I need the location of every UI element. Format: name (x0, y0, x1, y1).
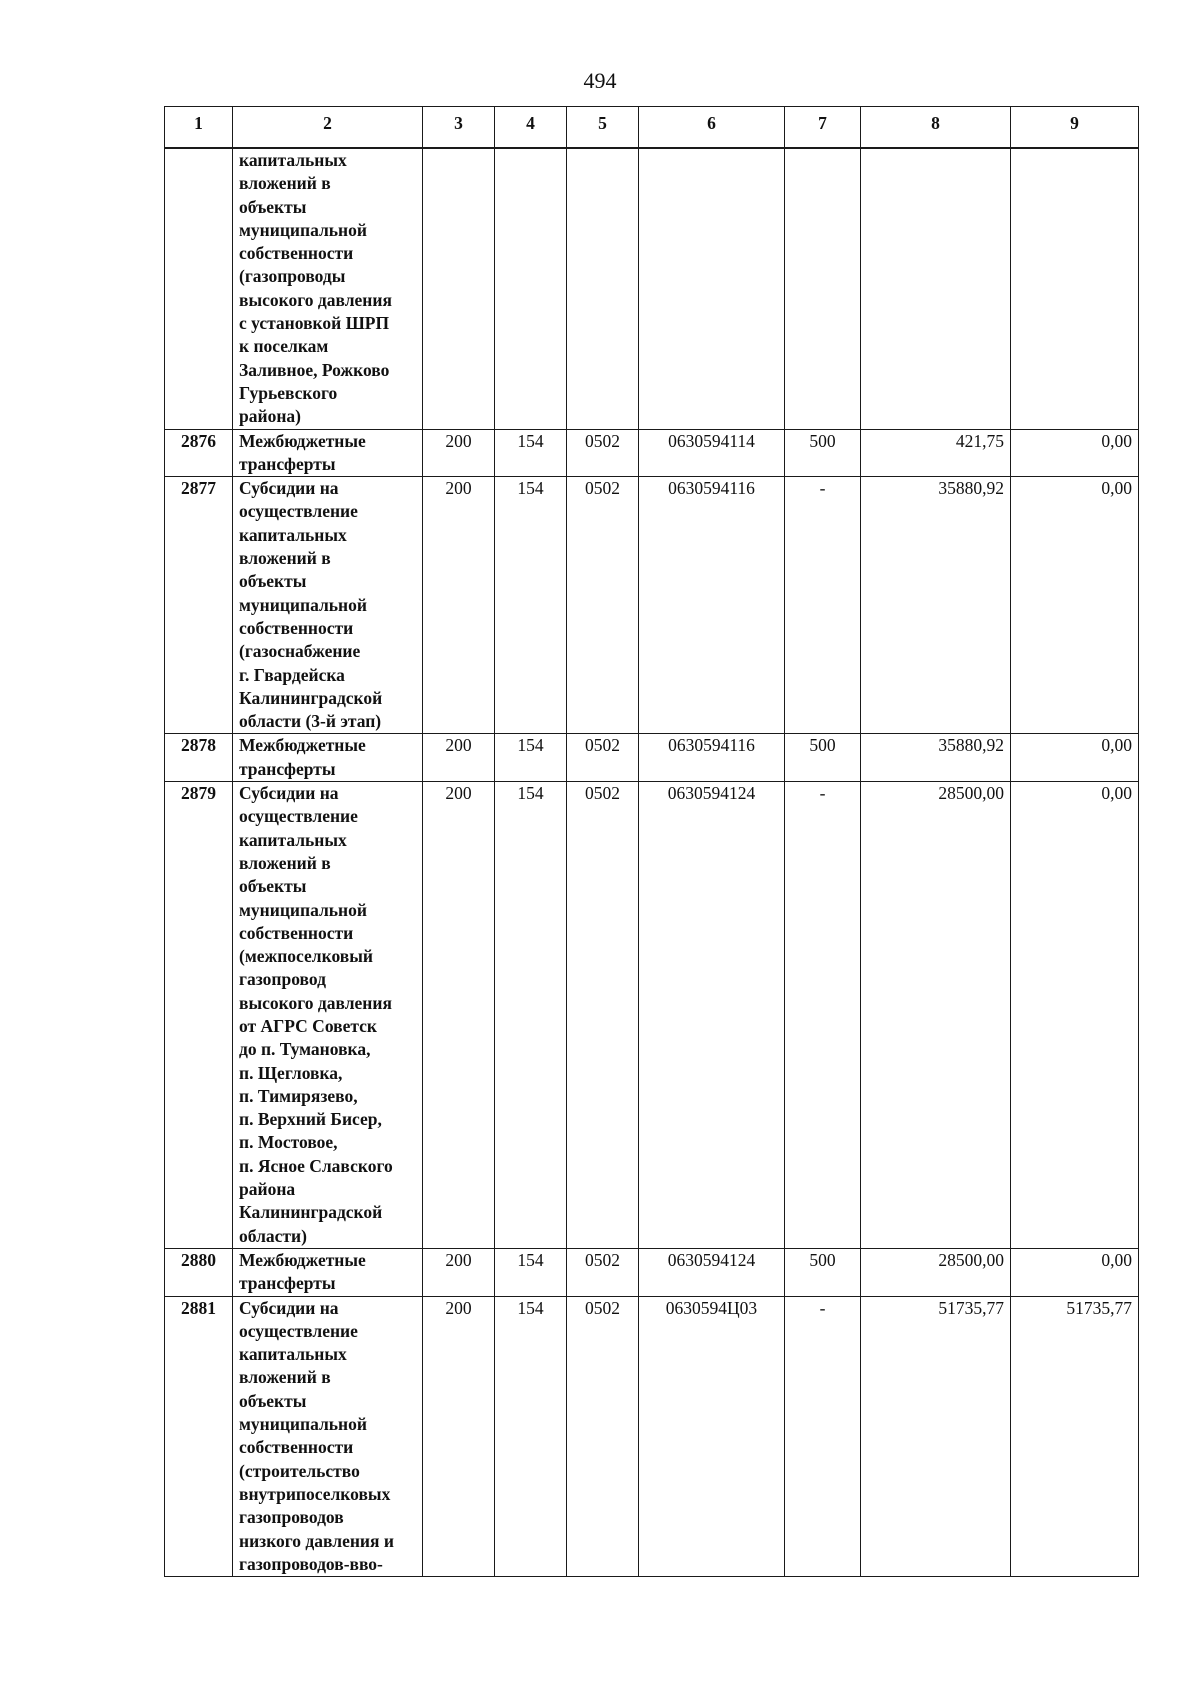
item-name-line: капитальных (239, 524, 347, 545)
item-name-line: Субсидии на (239, 783, 339, 804)
cell-admin-code: 200 (423, 1296, 495, 1577)
cell-target-code: 0630594124 (639, 1248, 785, 1296)
item-name-line: п. Тимирязево, (239, 1085, 358, 1106)
column-header: 8 (861, 107, 1011, 149)
item-name-line: муниципальной (239, 219, 367, 240)
item-name-line: вложений в (239, 1367, 331, 1388)
item-name-line: объекты (239, 571, 307, 592)
cell-expense-type: 500 (785, 429, 861, 477)
cell-item-name (233, 429, 423, 477)
cell-chapter-code: 154 (495, 734, 567, 782)
item-name-line: собственности (239, 617, 354, 638)
column-header: 4 (495, 107, 567, 149)
item-name-line: г. Гвардейска (239, 664, 345, 685)
cell-chapter-code: 154 (495, 782, 567, 1249)
item-name-line: Заливное, Рожково (239, 359, 390, 380)
column-header: 1 (165, 107, 233, 149)
cell-row-number: 2877 (165, 477, 233, 734)
cell-amount-col9: 0,00 (1011, 429, 1139, 477)
cell-amount-col9 (1011, 148, 1139, 429)
cell-section-code: 0502 (567, 734, 639, 782)
cell-amount-col8: 35880,92 (861, 477, 1011, 734)
cell-amount-col9: 0,00 (1011, 782, 1139, 1249)
cell-admin-code: 200 (423, 429, 495, 477)
table-row (165, 782, 1139, 1249)
cell-amount-col9: 0,00 (1011, 734, 1139, 782)
cell-expense-type: - (785, 477, 861, 734)
cell-target-code: 0630594124 (639, 782, 785, 1249)
item-name-line: Калининградской (239, 687, 383, 708)
cell-admin-code: 200 (423, 782, 495, 1249)
item-name-line: Гурьевского (239, 382, 338, 403)
item-name-line: трансферты (239, 1273, 336, 1294)
cell-expense-type: 500 (785, 1248, 861, 1296)
cell-amount-col9: 51735,77 (1011, 1296, 1139, 1577)
table-body (165, 148, 1139, 1577)
item-name-line: осуществление (239, 806, 358, 827)
item-name-line: вложений в (239, 548, 331, 569)
item-name-line: муниципальной (239, 594, 367, 615)
cell-chapter-code (495, 148, 567, 429)
page-number: 494 (583, 68, 617, 93)
item-name-line: высокого давления (239, 992, 392, 1013)
cell-row-number: 2878 (165, 734, 233, 782)
table-row (165, 148, 1139, 429)
cell-row-number: 2881 (165, 1296, 233, 1577)
item-name-line: района) (239, 406, 301, 427)
item-name-line: Субсидии на (239, 478, 339, 499)
item-name-line: объекты (239, 876, 307, 897)
cell-target-code (639, 148, 785, 429)
item-name-line: (газопроводы (239, 266, 346, 287)
item-name-line: (газоснабжение (239, 641, 361, 662)
cell-amount-col8: 51735,77 (861, 1296, 1011, 1577)
item-name-line: до п. Тумановка, (239, 1039, 371, 1060)
cell-section-code: 0502 (567, 1248, 639, 1296)
item-name-line: собственности (239, 1437, 354, 1458)
cell-admin-code: 200 (423, 734, 495, 782)
table-row (165, 1248, 1139, 1296)
item-name-line: Межбюджетные (239, 735, 366, 756)
cell-target-code: 0630594Ц03 (639, 1296, 785, 1577)
item-name-line: области (3-й этап) (239, 711, 382, 732)
cell-section-code: 0502 (567, 477, 639, 734)
cell-section-code: 0502 (567, 429, 639, 477)
cell-amount-col9: 0,00 (1011, 477, 1139, 734)
item-name-line: Субсидии на (239, 1297, 339, 1318)
item-name-line: объекты (239, 196, 307, 217)
cell-chapter-code: 154 (495, 477, 567, 734)
item-name-line: внутрипоселковых (239, 1483, 391, 1504)
column-header: 7 (785, 107, 861, 149)
cell-section-code (567, 148, 639, 429)
table-row (165, 477, 1139, 734)
column-header: 3 (423, 107, 495, 149)
item-name-line: к поселкам (239, 336, 329, 357)
cell-admin-code: 200 (423, 477, 495, 734)
item-name-line: вложений в (239, 852, 331, 873)
item-name-line: п. Мостовое, (239, 1132, 338, 1153)
cell-item-name (233, 1296, 423, 1577)
item-name-line: муниципальной (239, 1414, 367, 1435)
table-row (165, 734, 1139, 782)
cell-item-name (233, 782, 423, 1249)
item-name-line: собственности (239, 922, 354, 943)
item-name-line: п. Ясное Славского (239, 1155, 393, 1176)
item-name-line: (межпоселковый (239, 946, 373, 967)
cell-row-number: 2876 (165, 429, 233, 477)
item-name-line: трансферты (239, 453, 336, 474)
cell-amount-col8: 35880,92 (861, 734, 1011, 782)
column-header: 5 (567, 107, 639, 149)
item-name-line: газопроводов-вво- (239, 1553, 383, 1574)
item-name-line: Межбюджетные (239, 1249, 366, 1270)
column-header: 9 (1011, 107, 1139, 149)
cell-item-name (233, 148, 423, 429)
column-header: 2 (233, 107, 423, 149)
item-name-line: Калининградской (239, 1202, 383, 1223)
budget-table (164, 106, 1139, 1577)
item-name-line: капитальных (239, 150, 347, 170)
cell-row-number (165, 148, 233, 429)
table-row (165, 1296, 1139, 1577)
cell-target-code: 0630594116 (639, 477, 785, 734)
item-name-line: осуществление (239, 501, 358, 522)
item-name-line: (строительство (239, 1460, 360, 1481)
cell-expense-type: - (785, 1296, 861, 1577)
cell-target-code: 0630594114 (639, 429, 785, 477)
item-name-line: собственности (239, 243, 354, 264)
item-name-line: п. Щегловка, (239, 1062, 343, 1083)
cell-chapter-code: 154 (495, 1296, 567, 1577)
cell-target-code: 0630594116 (639, 734, 785, 782)
cell-admin-code: 200 (423, 1248, 495, 1296)
item-name-line: газопровод (239, 969, 326, 990)
cell-amount-col9: 0,00 (1011, 1248, 1139, 1296)
item-name-line: п. Верхний Бисер, (239, 1109, 382, 1130)
column-header: 6 (639, 107, 785, 149)
cell-expense-type: 500 (785, 734, 861, 782)
cell-admin-code (423, 148, 495, 429)
cell-section-code: 0502 (567, 782, 639, 1249)
cell-item-name (233, 734, 423, 782)
item-name-line: трансферты (239, 758, 336, 779)
item-name-line: Межбюджетные (239, 430, 366, 451)
cell-chapter-code: 154 (495, 429, 567, 477)
table-header-row (165, 107, 1139, 149)
item-name-line: капитальных (239, 829, 347, 850)
item-name-line: высокого давления (239, 289, 392, 310)
cell-row-number: 2879 (165, 782, 233, 1249)
item-name-line: низкого давления и (239, 1530, 394, 1551)
item-name-line: муниципальной (239, 899, 367, 920)
cell-expense-type: - (785, 782, 861, 1249)
cell-amount-col8 (861, 148, 1011, 429)
cell-expense-type (785, 148, 861, 429)
cell-amount-col8: 28500,00 (861, 782, 1011, 1249)
cell-amount-col8: 28500,00 (861, 1248, 1011, 1296)
cell-item-name (233, 477, 423, 734)
item-name-line: от АГРС Советск (239, 1015, 378, 1036)
item-name-line: вложений в (239, 173, 331, 194)
item-name-line: капитальных (239, 1344, 347, 1365)
item-name-line: района (239, 1179, 296, 1200)
cell-row-number: 2880 (165, 1248, 233, 1296)
item-name-line: осуществление (239, 1320, 358, 1341)
table-row (165, 429, 1139, 477)
item-name-line: с установкой ШРП (239, 313, 390, 334)
cell-chapter-code: 154 (495, 1248, 567, 1296)
cell-item-name (233, 1248, 423, 1296)
item-name-line: объекты (239, 1390, 307, 1411)
cell-amount-col8: 421,75 (861, 429, 1011, 477)
item-name-line: газопроводов (239, 1507, 344, 1528)
cell-section-code: 0502 (567, 1296, 639, 1577)
item-name-line: области) (239, 1225, 307, 1246)
